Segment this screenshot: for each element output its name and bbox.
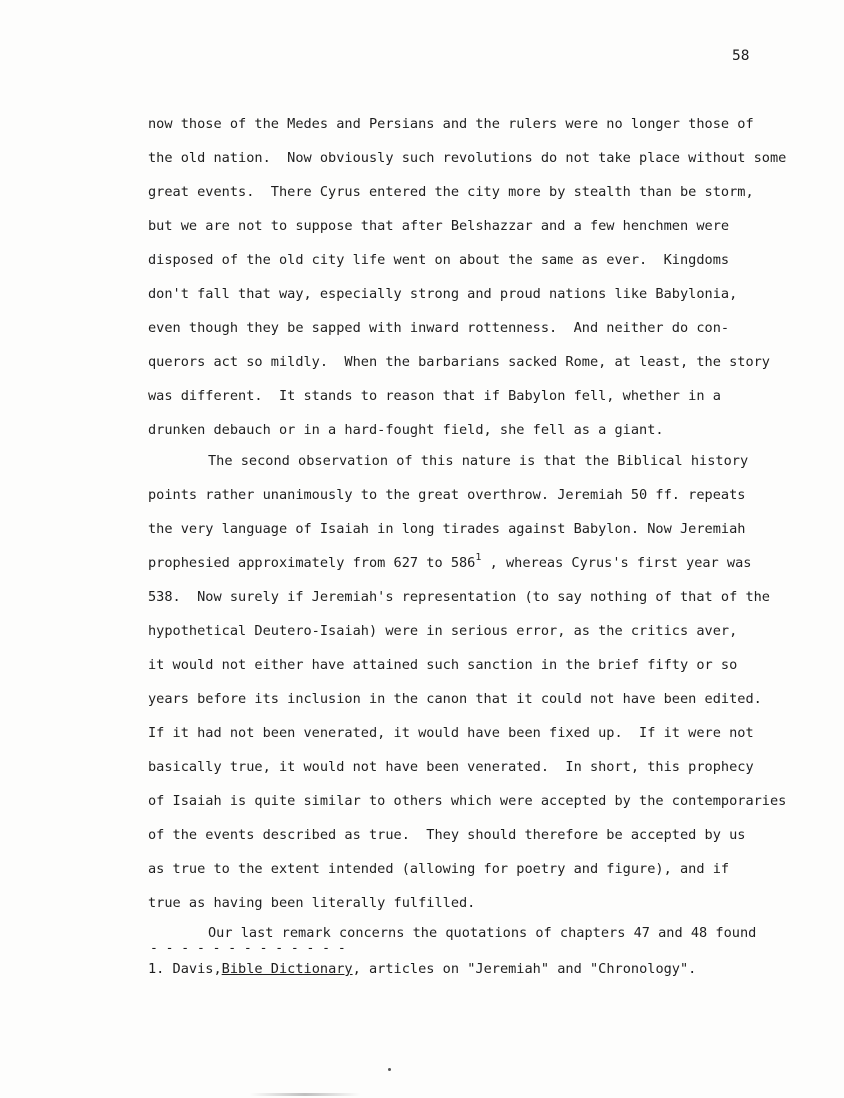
page-number: 58 — [732, 48, 750, 64]
scan-smudge — [250, 1093, 360, 1096]
text-line: great events. There Cyrus entered the city more by stealth than be storm, — [148, 184, 754, 200]
footnote-book-title: Bible Dictionary — [221, 961, 353, 977]
text-line: now those of the Medes and Persians and the rulers were no longer those of — [148, 116, 754, 132]
text-line: true as having been literally fulfilled. — [148, 895, 476, 911]
text-line: don't fall that way, especially strong and proud nations like Babylonia, — [148, 286, 738, 302]
scan-speck — [388, 1068, 391, 1071]
paragraph-1 — [148, 116, 786, 456]
text-line: Our last remark concerns the quotations of chapters 47 and 48 found — [208, 925, 757, 941]
text-line: drunken debauch or in a hard-fought field, she fell as a giant. — [148, 422, 664, 438]
text-line: even though they be sapped with inward rottenness. And neither do con- — [148, 320, 730, 336]
text-line: years before its inclusion in the canon that it could not have been edited. — [148, 691, 762, 707]
text-line: the very language of Isaiah in long tirades against Babylon. Now Jeremiah — [148, 521, 746, 537]
footnote-separator: - - - - - - - - - - - - - — [150, 941, 346, 956]
footnote — [148, 961, 696, 978]
footnote-marker: 1 — [475, 552, 482, 563]
footnote-text: , articles on "Jeremiah" and "Chronology". — [352, 961, 697, 977]
text-line: points rather unanimously to the great overthrow. Jeremiah 50 ff. repeats — [148, 487, 746, 503]
text-line: of the events described as true. They should therefore be accepted by us — [148, 827, 746, 843]
text-line: The second observation of this nature is that the Biblical history — [208, 453, 749, 469]
text-line-tail: , whereas Cyrus's first year was — [481, 555, 752, 571]
footnote-number: 1. Davis, — [148, 961, 222, 977]
text-line: the old nation. Now obviously such revolutions do not take place without some — [148, 150, 787, 166]
text-line-with-footnote — [148, 552, 786, 589]
text-line: basically true, it would not have been venerated. In short, this prophecy — [148, 759, 754, 775]
text-line: disposed of the old city life went on about the same as ever. Kingdoms — [148, 252, 730, 268]
text-line: of Isaiah is quite similar to others which were accepted by the contemporaries — [148, 793, 787, 809]
text-line: querors act so mildly. When the barbarians sacked Rome, at least, the story — [148, 354, 770, 370]
text-line-head: prophesied approximately from 627 to 586 — [148, 555, 476, 571]
text-line: it would not either have attained such sanction in the brief fifty or so — [148, 657, 738, 673]
paragraph-2 — [148, 453, 786, 929]
text-line: but we are not to suppose that after Belshazzar and a few henchmen were — [148, 218, 730, 234]
text-line: 538. Now surely if Jeremiah's representation (to say nothing of that of the — [148, 589, 770, 605]
text-line: hypothetical Deutero-Isaiah) were in serious error, as the critics aver, — [148, 623, 738, 639]
text-line: as true to the extent intended (allowing for poetry and figure), and if — [148, 861, 730, 877]
text-line: If it had not been venerated, it would have been fixed up. If it were not — [148, 725, 754, 741]
text-line: was different. It stands to reason that if Babylon fell, whether in a — [148, 388, 721, 404]
